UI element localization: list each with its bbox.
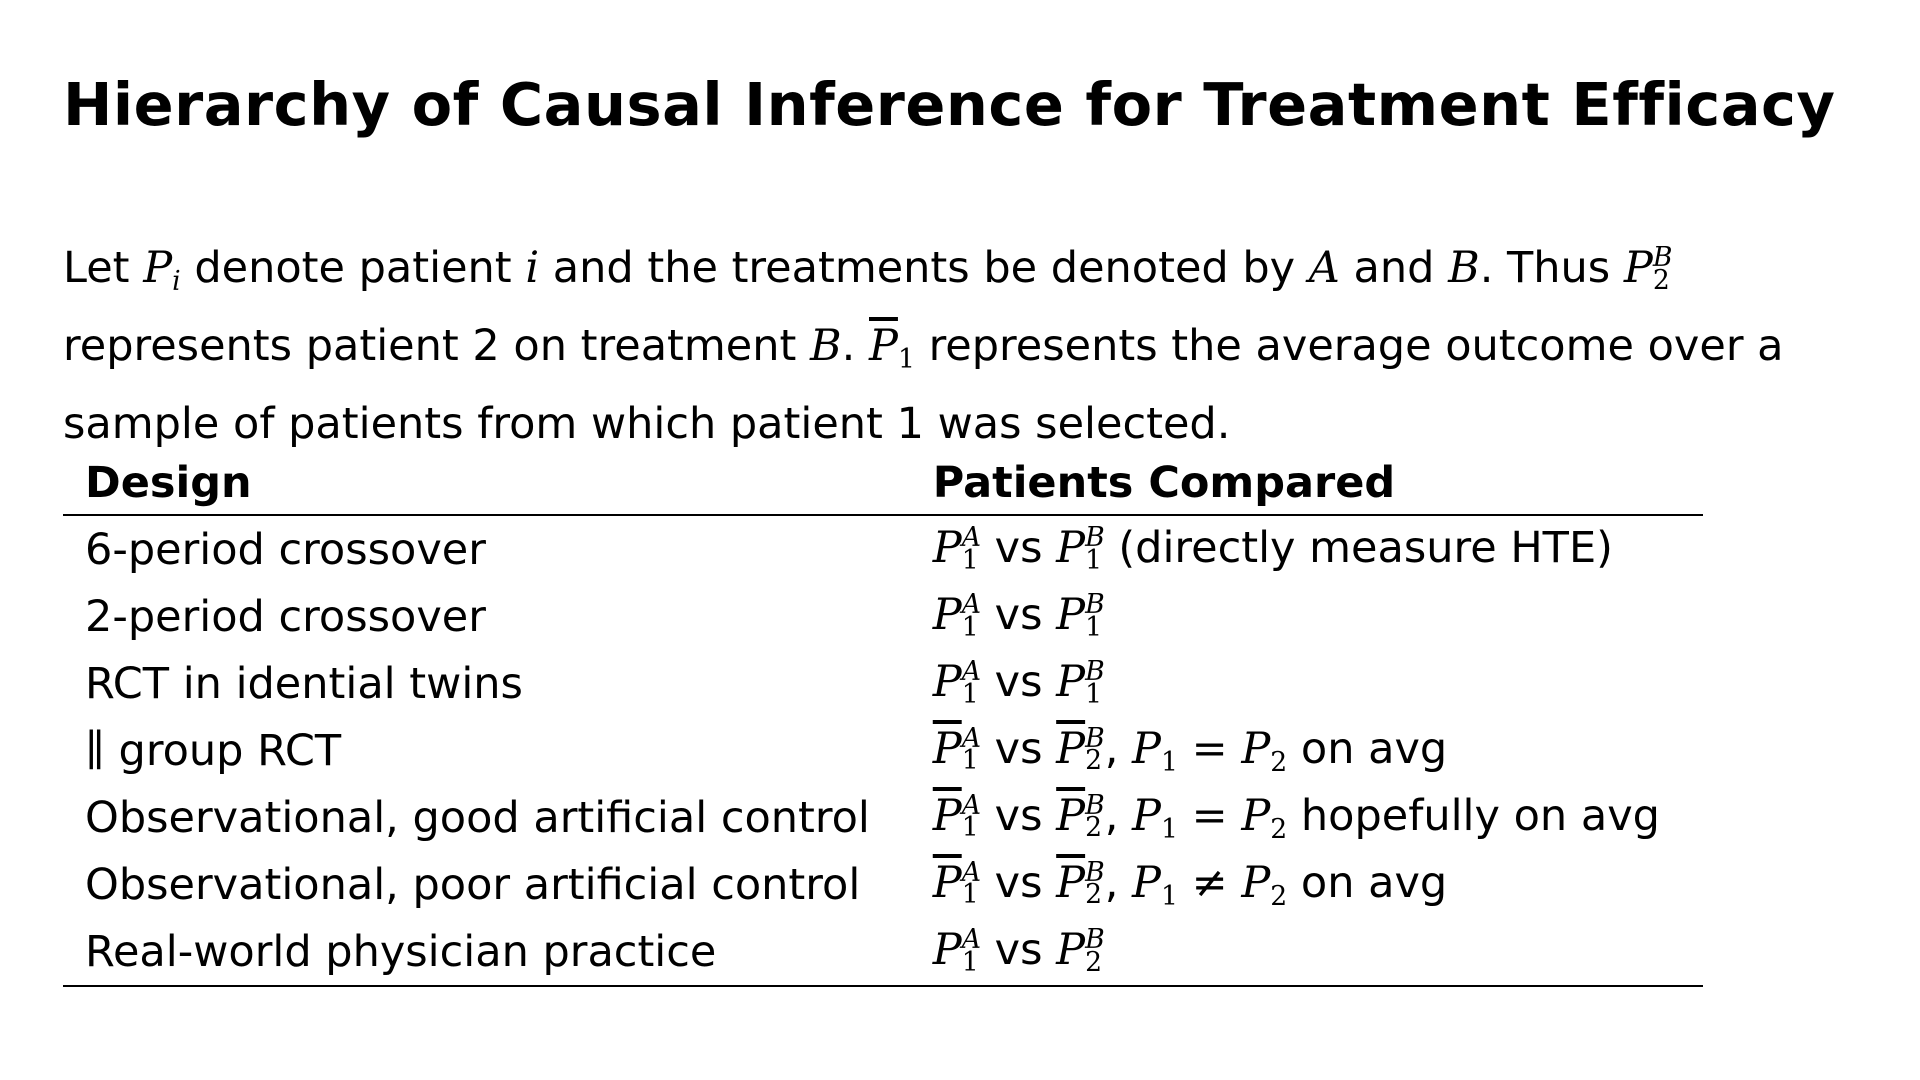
table-row (63, 784, 1703, 851)
cell-design: Observational, good artificial control (85, 792, 870, 843)
table-row (63, 851, 1703, 918)
vs-label: vs (994, 857, 1043, 908)
cell-design: 6-period crossover (85, 524, 486, 575)
cell-design: RCT in idential twins (85, 658, 523, 709)
intro-let: Let (63, 243, 130, 293)
math-p1-eq-p2: P1 = P2 (1132, 790, 1288, 845)
row-note: on avg (1300, 857, 1448, 908)
cell-compared: $\overline{P}$ A 1 vs $\overline{P}$ B 2 , P1 = P2 hopefully on avg (932, 789, 1660, 845)
math-p1b: P B 1 (1056, 656, 1105, 710)
math-pbar1a: $\overline{P}$ A 1 (932, 789, 981, 844)
header-patients-compared: Patients Compared (915, 450, 1703, 515)
design-label: group RCT (118, 725, 342, 776)
math-i: i (525, 243, 540, 293)
vs-label: vs (994, 657, 1043, 708)
intro-treatments: and the treatments be denoted by (552, 243, 1296, 293)
cell-design: 2-period crossover (85, 591, 486, 642)
math-b: B (1448, 243, 1480, 293)
math-p1b: P B 1 (1056, 589, 1105, 643)
table-row (63, 650, 1703, 717)
vs-label: vs (994, 790, 1043, 841)
math-pbar2b: $\overline{P}$ B 2 (1056, 722, 1105, 777)
math-pbar2b: $\overline{P}$ B 2 (1056, 856, 1105, 911)
math-p1a: P A 1 (932, 924, 981, 978)
math-pbar1a: $\overline{P}$ A 1 (932, 722, 981, 777)
vs-label: vs (994, 723, 1043, 774)
cell-compared: $\overline{P}$ A 1 vs $\overline{P}$ B 2 , P1 = P2 on avg (932, 722, 1448, 778)
table-row (63, 918, 1703, 986)
math-b-2: B (810, 320, 842, 371)
cell-design: Real-world physician practice (63, 918, 915, 986)
math-p1a: P A 1 (932, 656, 981, 710)
slide-title: Hierarchy of Causal Inference for Treatment Efficacy (63, 70, 1836, 139)
math-p1-neq-p2: P1 ≠ P2 (1132, 857, 1288, 912)
math-p1a: P A 1 (932, 522, 981, 576)
math-p2b: P B 2 (1623, 242, 1673, 296)
math-p1-eq-p2: P1 = P2 (1132, 723, 1288, 778)
cell-compared (915, 583, 1703, 650)
vs-label: vs (994, 590, 1043, 641)
vs-label: vs (994, 523, 1043, 574)
math-pbar2b: $\overline{P}$ B 2 (1056, 789, 1105, 844)
intro-denote: denote patient (194, 243, 512, 293)
math-p-i: Pi (143, 243, 181, 297)
math-p1a: P A 1 (932, 589, 981, 643)
row-note: (directly measure HTE) (1118, 523, 1613, 574)
vs-label: vs (994, 925, 1043, 976)
row-note: hopefully on avg (1300, 790, 1660, 841)
cell-compared (915, 515, 1703, 583)
intro-paragraph: Let Pi denote patient i and the treatments be denoted by A and B. Thus P B 2 represents patient 2 on treatment B. $\overline{P}1$ represents the average outcome over a sample of patients from which patient 1 was selected. (63, 242, 1784, 449)
math-a: A (1308, 243, 1340, 293)
math-p2b: P B 2 (1056, 924, 1105, 978)
cell-design: Observational, poor artificial control (85, 859, 861, 910)
intro-represents-avg: represents the average outcome over a sample of patients from which patient 1 was selected. (63, 320, 1784, 449)
table-row (63, 583, 1703, 650)
math-pbar1a: $\overline{P}$ A 1 (932, 856, 981, 911)
math-pbar1: $\overline{P}1$ (869, 320, 915, 375)
cell-compared (915, 650, 1703, 717)
cell-compared (915, 918, 1703, 986)
table-row (63, 717, 1703, 784)
header-design: Design (63, 450, 915, 515)
intro-represents: represents patient 2 on treatment (63, 320, 797, 371)
table-row (63, 515, 1703, 583)
design-table (63, 450, 1703, 987)
parallel-icon: ∥ (85, 725, 105, 776)
intro-thus: . Thus (1479, 243, 1611, 293)
math-p1b: P B 1 (1056, 522, 1105, 576)
cell-design (63, 717, 915, 784)
intro-and: and (1353, 243, 1435, 293)
cell-compared: $\overline{P}$ A 1 vs $\overline{P}$ B 2 , P1 ≠ P2 on avg (932, 856, 1448, 912)
table-header-row (63, 450, 1703, 515)
row-note: on avg (1300, 723, 1448, 774)
